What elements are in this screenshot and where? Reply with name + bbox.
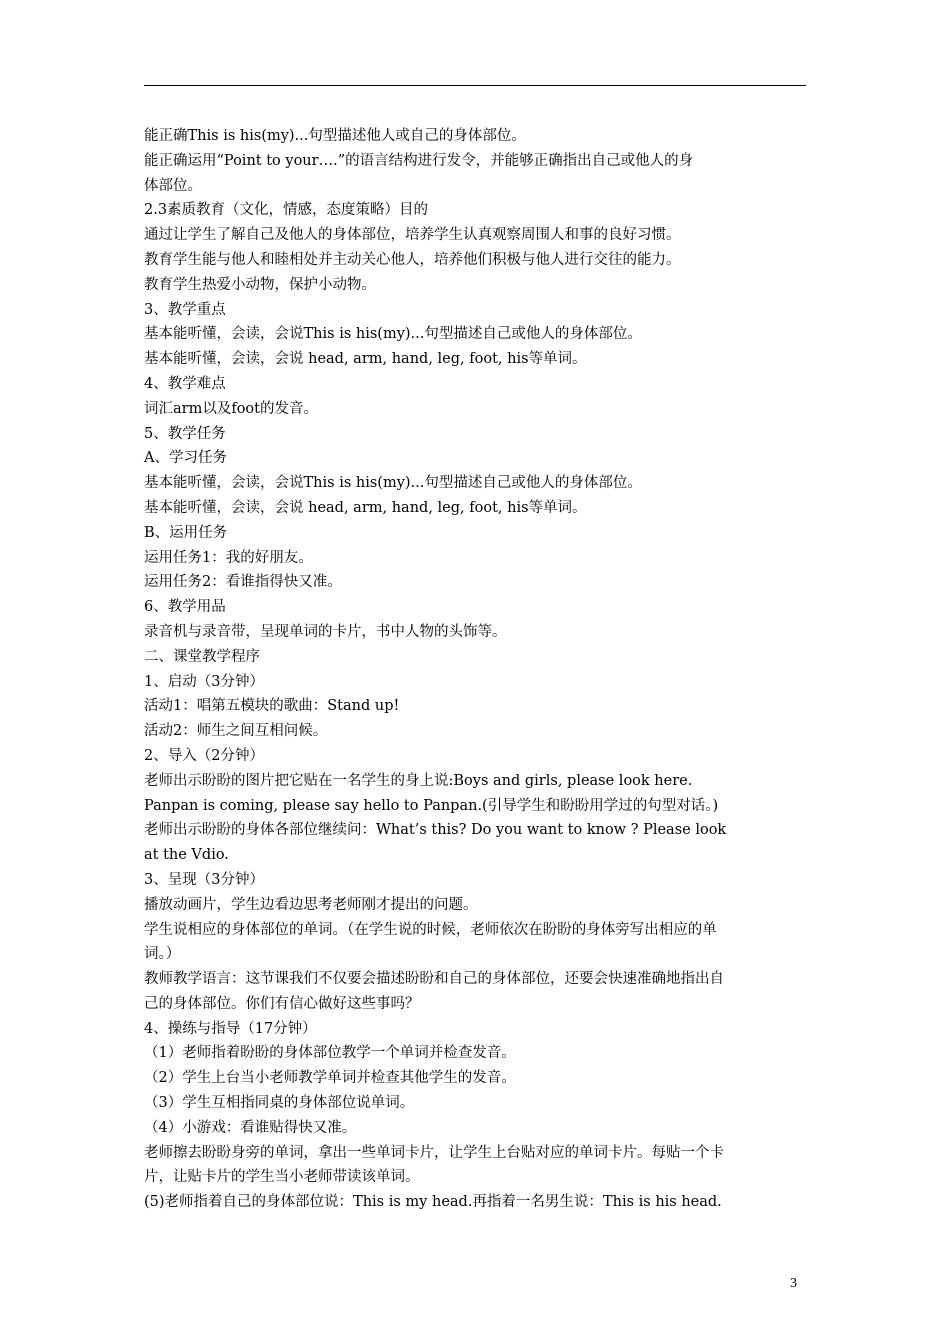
text-line: 教师教学语言：这节课我们不仅要会描述盼盼和自己的身体部位，还要会快速准确地指出自: [144, 971, 724, 988]
text-line: 教育学生能与他人和睦相处并主动关心他人，培养他们积极与他人进行交往的能力。: [144, 251, 681, 268]
text-line: 运用任务1：我的好朋友。: [144, 549, 313, 566]
text-line: 活动2：师生之间互相问候。: [144, 723, 328, 740]
section-heading: 5、教学任务: [144, 425, 226, 442]
text-line: 能正确This is his(my)...句型描述他人或自己的身体部位。: [144, 128, 526, 144]
subsection-heading: 2、导入（2分钟）: [144, 747, 264, 764]
subsection-heading: 1、启动（3分钟）: [144, 673, 264, 690]
text-line: 基本能听懂，会读，会说This is his(my)...句型描述自己或他人的身体部位。: [144, 326, 642, 343]
text-line: 运用任务2：看谁指得快又准。: [144, 574, 342, 591]
page-number: 3: [790, 1276, 797, 1291]
text-line: 通过让学生了解自己及他人的身体部位，培养学生认真观察周围人和事的良好习惯。: [144, 227, 681, 244]
text-line: 老师出示盼盼的身体各部位继续问：What’s this? Do you want to know ? Please look: [144, 822, 727, 839]
section-heading: 4、教学难点: [144, 375, 226, 392]
text-line: (5)老师指着自己的身体部位说：This is my head.再指着一名男生说：This is his head.: [144, 1194, 722, 1211]
text-line: 老师出示盼盼的图片把它贴在一名学生的身上说:Boys and girls, please look here.: [144, 772, 693, 789]
text-line: 片，让贴卡片的学生当小老师带读该单词。: [144, 1169, 420, 1186]
section-heading: 二、课堂教学程序: [144, 648, 260, 665]
text-line: 学生说相应的身体部位的单词。（在学生说的时候，老师依次在盼盼的身体旁写出相应的单: [144, 921, 717, 938]
text-line: Panpan is coming, please say hello to Panpan.(引导学生和盼盼用学过的句型对话。): [144, 797, 719, 814]
section-heading: 6、教学用品: [144, 599, 226, 616]
subsection-heading: 3、呈现（3分钟）: [144, 871, 264, 888]
text-line: 基本能听懂，会读，会说This is his(my)...句型描述自己或他人的身体部位。: [144, 475, 642, 492]
text-line: at the Vdio.: [144, 847, 229, 864]
text-line: （1）老师指着盼盼的身体部位教学一个单词并检查发音。: [144, 1045, 516, 1062]
text-line: 基本能听懂，会读，会说 head, arm, hand, leg, foot, his等单词。: [144, 499, 587, 516]
document-body: [144, 124, 808, 1215]
header-rule: [144, 85, 806, 86]
text-line: 活动1：唱第五模块的歌曲：Stand up!: [144, 698, 400, 715]
text-line: 词。）: [144, 946, 181, 963]
section-heading: 2.3素质教育（文化，情感，态度策略）目的: [144, 202, 429, 219]
text-line: （2）学生上台当小老师教学单词并检查其他学生的发音。: [144, 1070, 516, 1087]
text-line: 己的身体部位。你们有信心做好这些事吗？: [144, 995, 420, 1012]
subsection-heading: 4、操练与指导（17分钟）: [144, 1020, 317, 1037]
text-line: 能正确运用“Point to your….”的语言结构进行发令，并能够正确指出自己或他人的身: [144, 152, 694, 169]
text-line: 基本能听懂，会读，会说 head, arm, hand, leg, foot, his等单词。: [144, 351, 587, 368]
text-line: 体部位。: [144, 177, 202, 194]
text-line: （3）学生互相指同桌的身体部位说单词。: [144, 1095, 415, 1112]
text-line: 播放动画片，学生边看边思考老师刚才提出的问题。: [144, 896, 478, 913]
subsection-heading: A、学习任务: [144, 450, 227, 467]
subsection-heading: B、运用任务: [144, 524, 228, 541]
text-line: 老师擦去盼盼身旁的单词，拿出一些单词卡片，让学生上台贴对应的单词卡片。每贴一个卡: [144, 1144, 724, 1161]
text-line: （4）小游戏：看谁贴得快又准。: [144, 1119, 357, 1136]
text-line: 教育学生热爱小动物，保护小动物。: [144, 276, 376, 293]
section-heading: 3、教学重点: [144, 301, 226, 318]
text-line: 录音机与录音带，呈现单词的卡片，书中人物的头饰等。: [144, 623, 507, 640]
text-line: 词汇arm以及foot的发音。: [144, 400, 318, 417]
